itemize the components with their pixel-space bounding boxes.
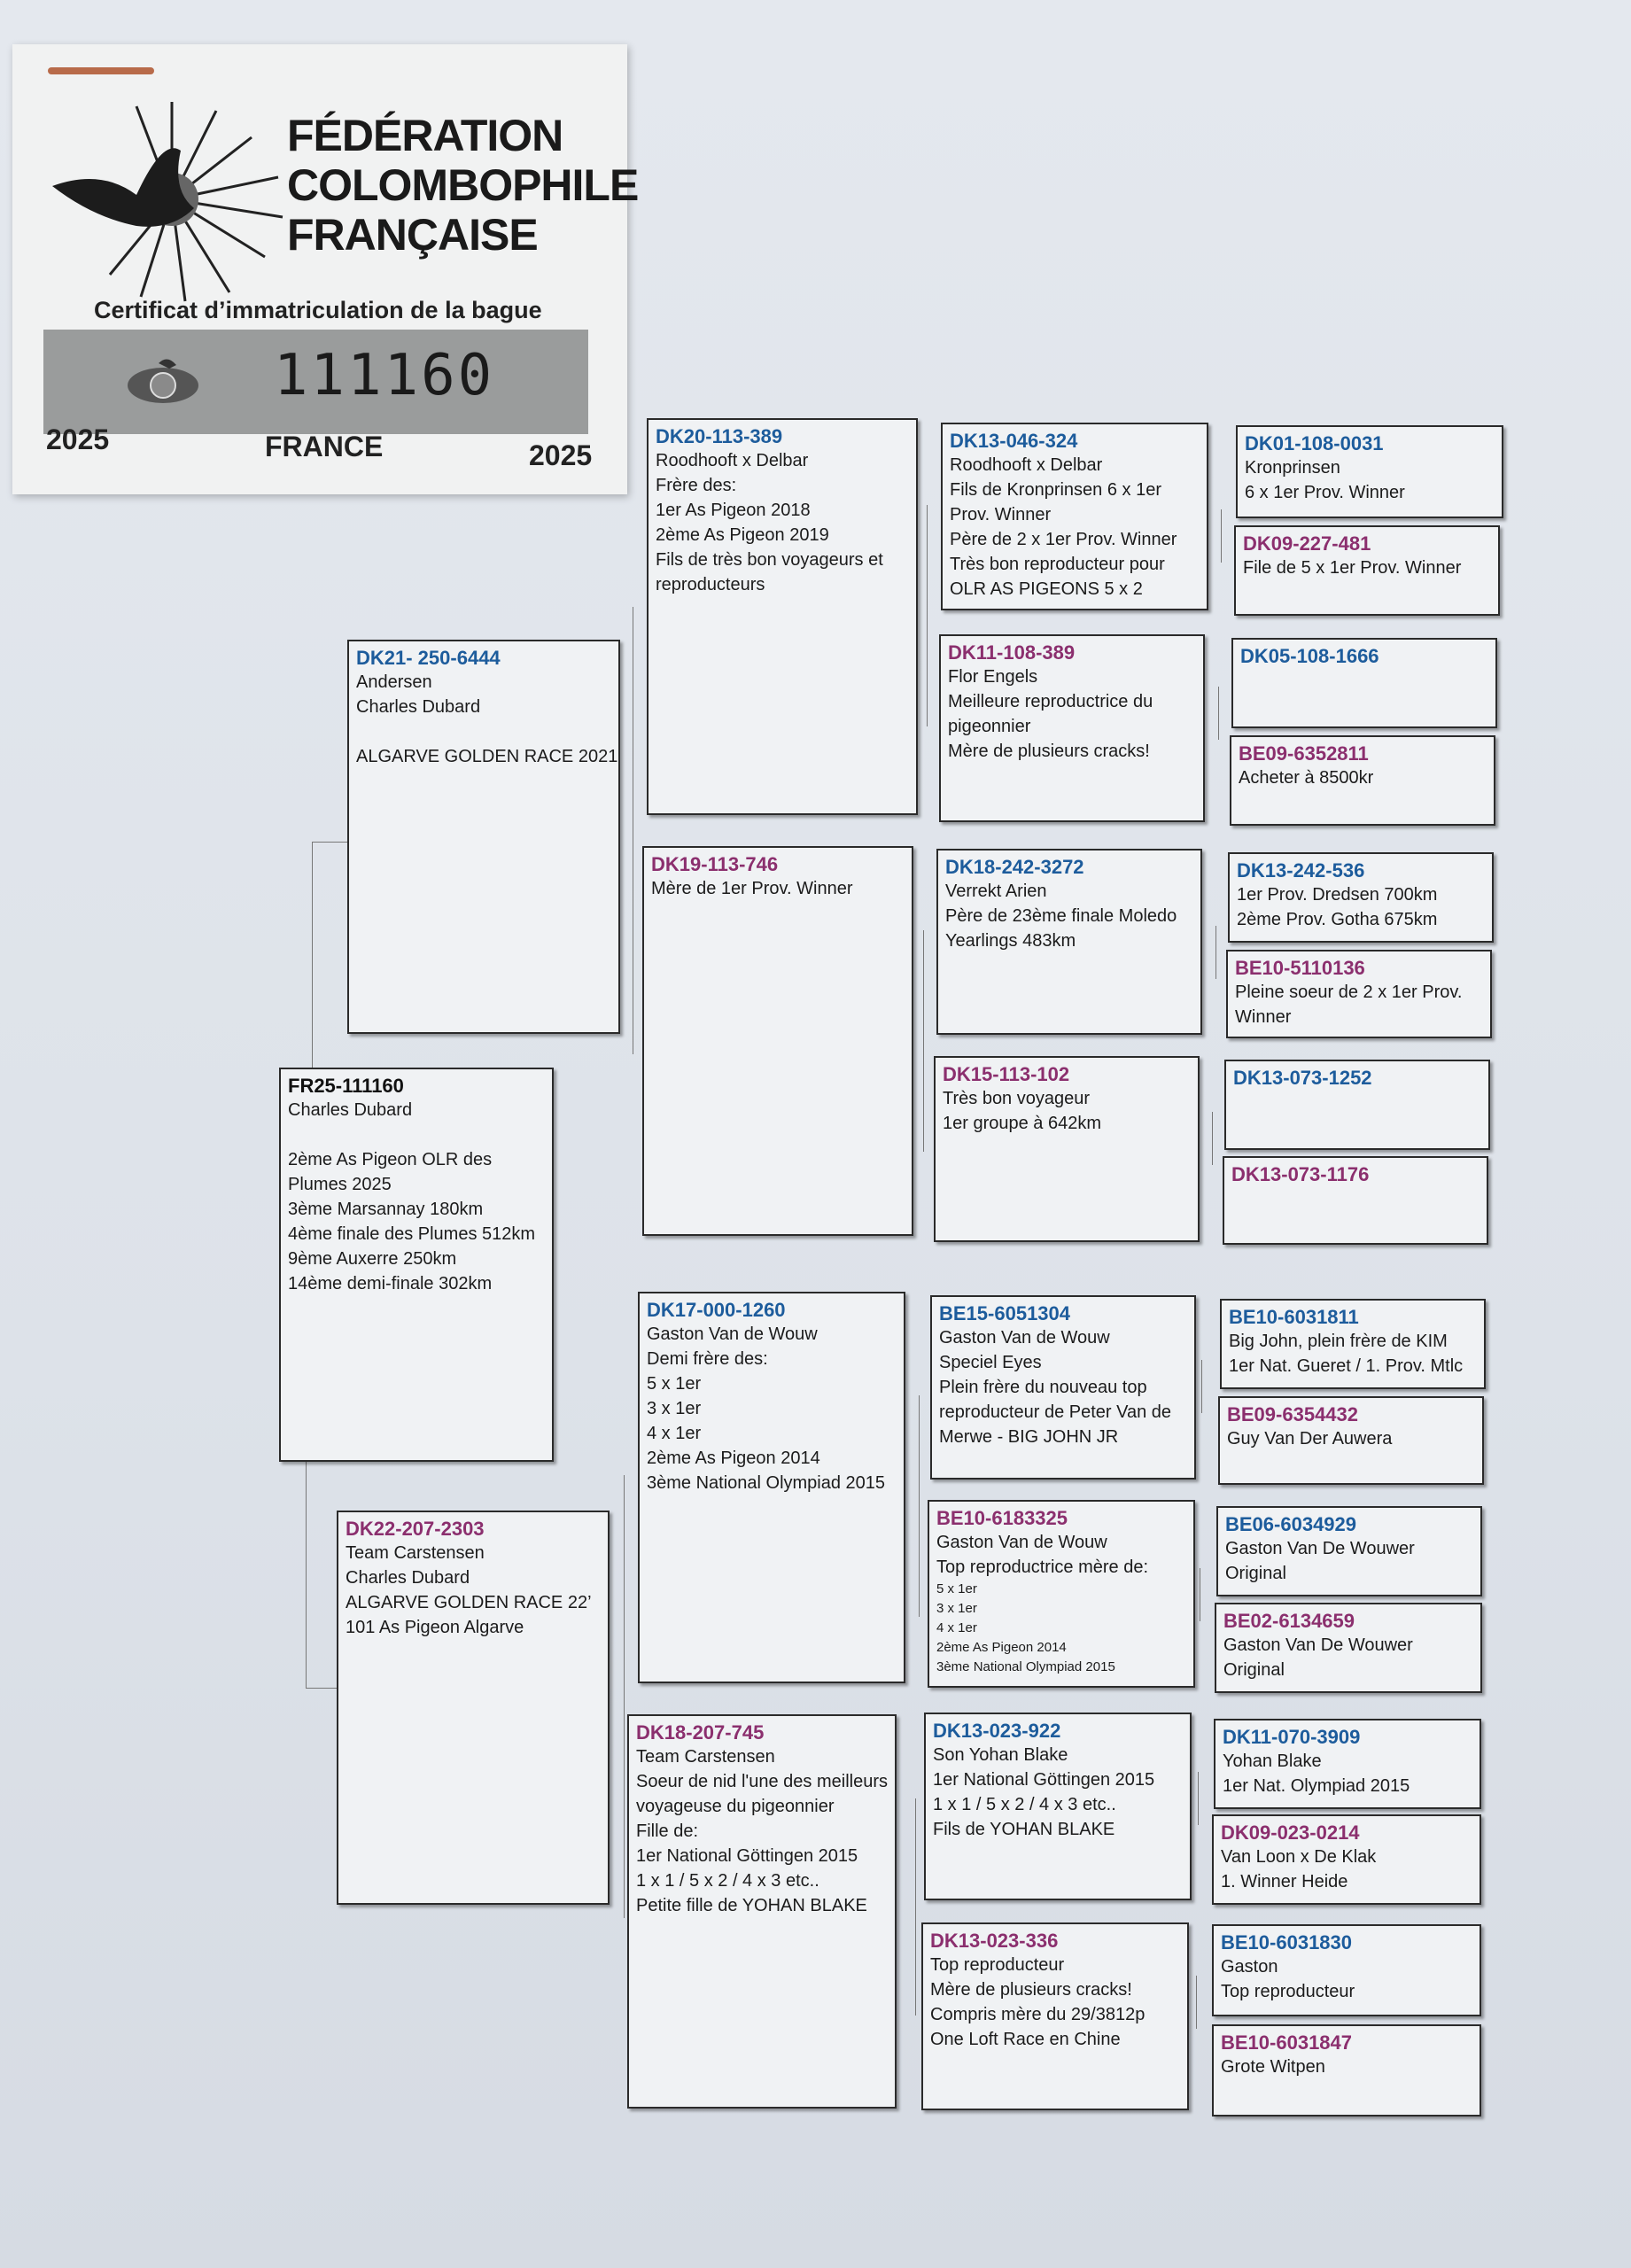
grandparent-line: 3ème National Olympiad 2015 bbox=[647, 1473, 886, 1493]
sire-card bbox=[347, 640, 620, 1034]
ggg-ring: BE10-6031847 bbox=[1221, 2031, 1353, 2054]
grandparent-ring: DK20-113-389 bbox=[656, 425, 783, 447]
great-grandparent-line: 3 x 1er bbox=[936, 1601, 977, 1616]
ggg-line: 2ème Prov. Gotha 675km bbox=[1237, 910, 1438, 929]
ggg-line: Gaston Van De Wouwer bbox=[1223, 1635, 1413, 1655]
ggg-ring: DK13-242-536 bbox=[1237, 859, 1365, 882]
great-grandparent-ring: DK13-023-336 bbox=[930, 1930, 1059, 1952]
great-grandparent-card bbox=[934, 1056, 1200, 1242]
dam-line: Team Carstensen bbox=[346, 1543, 485, 1563]
great-grandparent-ring: BE10-6183325 bbox=[936, 1507, 1068, 1529]
subject-line bbox=[288, 1122, 552, 1147]
grandparent-line: Mère de 1er Prov. Winner bbox=[651, 879, 853, 898]
ggg-line: Gaston bbox=[1221, 1957, 1278, 1977]
great-grandparent-line: Son Yohan Blake bbox=[933, 1745, 1068, 1765]
ggg-line: 6 x 1er Prov. Winner bbox=[1245, 483, 1405, 502]
great-grandparent-ring: DK15-113-102 bbox=[943, 1063, 1070, 1085]
great-grandparent-line: Fils de YOHAN BLAKE bbox=[933, 1820, 1115, 1839]
grandparent-line: 4 x 1er bbox=[647, 1424, 702, 1443]
ggg-card bbox=[1216, 1506, 1482, 1596]
great-grandparent-card bbox=[921, 1922, 1189, 2110]
ggg-line: 1er Prov. Dredsen 700km bbox=[1237, 885, 1438, 905]
ggg-card bbox=[1212, 1814, 1481, 1905]
grandparent-line: 1er As Pigeon 2018 bbox=[656, 501, 811, 520]
connector bbox=[1198, 1772, 1199, 1825]
grandparent-line: Team Carstensen bbox=[636, 1747, 775, 1767]
ggg-line: 1er Nat. Gueret / 1. Prov. Mtlc bbox=[1229, 1356, 1464, 1376]
great-grandparent-line: Fils de Kronprinsen 6 x 1er bbox=[950, 480, 1162, 500]
ggg-ring: BE10-6031830 bbox=[1221, 1931, 1353, 1953]
great-grandparent-line: Top reproductrice mère de: bbox=[936, 1557, 1149, 1577]
grandparent-ring: DK18-207-745 bbox=[636, 1721, 765, 1744]
grandparent-card bbox=[638, 1292, 905, 1683]
grandparent-ring: DK17-000-1260 bbox=[647, 1299, 786, 1321]
ggg-card bbox=[1220, 1299, 1486, 1389]
grandparent-line: 2ème As Pigeon 2019 bbox=[656, 525, 829, 545]
great-grandparent-line: Père de 2 x 1er Prov. Winner bbox=[950, 530, 1177, 549]
great-grandparent-ring: DK13-023-922 bbox=[933, 1720, 1061, 1742]
ggg-line: Original bbox=[1223, 1660, 1285, 1680]
dam-card bbox=[337, 1511, 610, 1905]
staple bbox=[48, 67, 154, 74]
ggg-ring: DK01-108-0031 bbox=[1245, 432, 1384, 454]
grandparent-card bbox=[627, 1714, 897, 2109]
grandparent-line: Fils de très bon voyageurs et bbox=[656, 550, 883, 570]
ggg-line: File de 5 x 1er Prov. Winner bbox=[1243, 558, 1462, 578]
ggg-ring: DK09-227-481 bbox=[1243, 532, 1371, 555]
great-grandparent-line: Meilleure reproductrice du bbox=[948, 692, 1153, 711]
year-left: 2025 bbox=[46, 423, 110, 455]
great-grandparent-line: Verrekt Arien bbox=[945, 882, 1047, 901]
ggg-ring: DK05-108-1666 bbox=[1240, 645, 1379, 667]
connector bbox=[624, 1475, 625, 1918]
country: FRANCE bbox=[265, 431, 384, 462]
great-grandparent-ring: DK13-046-324 bbox=[950, 430, 1078, 452]
subject-line: 3ème Marsannay 180km bbox=[288, 1200, 484, 1219]
ggg-ring: BE10-6031811 bbox=[1229, 1306, 1359, 1328]
sire-line bbox=[356, 719, 618, 744]
connector bbox=[915, 1798, 916, 2016]
ggg-card bbox=[1214, 1719, 1481, 1809]
grandparent-ring: DK19-113-746 bbox=[651, 853, 779, 875]
ggg-line: Grote Witpen bbox=[1221, 2057, 1325, 2077]
connector bbox=[923, 930, 924, 1152]
ggg-ring: DK13-073-1176 bbox=[1231, 1163, 1370, 1185]
great-grandparent-line: 2ème As Pigeon 2014 bbox=[936, 1640, 1067, 1655]
great-grandparent-card bbox=[936, 849, 1202, 1035]
subject-line: 14ème demi-finale 302km bbox=[288, 1274, 493, 1293]
great-grandparent-line: 4 x 1er bbox=[936, 1620, 977, 1635]
federation-line-1: FÉDÉRATION bbox=[287, 111, 563, 160]
grandparent-line: Frère des: bbox=[656, 476, 737, 495]
connector bbox=[306, 1462, 307, 1688]
ggg-line: 1er Nat. Olympiad 2015 bbox=[1223, 1776, 1410, 1796]
ggg-line: Guy Van Der Auwera bbox=[1227, 1429, 1393, 1449]
ring-certificate-card bbox=[12, 44, 639, 494]
ggg-ring: BE06-6034929 bbox=[1225, 1513, 1357, 1535]
great-grandparent-line: Yearlings 483km bbox=[945, 931, 1076, 951]
subject-line: Plumes 2025 bbox=[288, 1175, 392, 1194]
federation-name bbox=[287, 111, 639, 260]
ggg-card bbox=[1226, 950, 1492, 1038]
certificate-subtitle: Certificat d’immatriculation de la bague bbox=[94, 297, 542, 323]
great-grandparent-card bbox=[939, 634, 1205, 822]
ggg-line: Pleine soeur de 2 x 1er Prov. bbox=[1235, 983, 1463, 1002]
sire-line: Andersen bbox=[356, 672, 432, 692]
connector bbox=[1215, 926, 1216, 979]
grandparent-line: 1 x 1 / 5 x 2 / 4 x 3 etc.. bbox=[636, 1871, 819, 1891]
dam-line: Charles Dubard bbox=[346, 1568, 470, 1588]
dam-line: 101 As Pigeon Algarve bbox=[346, 1618, 524, 1637]
ggg-line: Original bbox=[1225, 1564, 1286, 1583]
great-grandparent-line: Très bon voyageur bbox=[943, 1089, 1091, 1108]
ggg-card bbox=[1212, 2024, 1481, 2117]
great-grandparent-line: Prov. Winner bbox=[950, 505, 1052, 524]
grandparent-card bbox=[642, 846, 913, 1236]
great-grandparent-line: 5 x 1er bbox=[936, 1581, 977, 1596]
grandparent-line: voyageuse du pigeonnier bbox=[636, 1797, 835, 1816]
ggg-ring: BE09-6352811 bbox=[1239, 742, 1369, 765]
ggg-line: Gaston Van De Wouwer bbox=[1225, 1539, 1415, 1558]
connector bbox=[312, 842, 347, 843]
grandparent-line: Gaston Van de Wouw bbox=[647, 1324, 818, 1344]
great-grandparent-line: 1er National Göttingen 2015 bbox=[933, 1770, 1155, 1790]
ggg-line: 1. Winner Heide bbox=[1221, 1872, 1348, 1891]
great-grandparent-line: 3ème National Olympiad 2015 bbox=[936, 1659, 1115, 1674]
ggg-ring: BE10-5110136 bbox=[1235, 957, 1365, 979]
ggg-card bbox=[1212, 1924, 1481, 2016]
grandparent-line: 5 x 1er bbox=[647, 1374, 702, 1394]
connector bbox=[1196, 1976, 1197, 2029]
ggg-card bbox=[1234, 525, 1500, 616]
grandparent-line: Petite fille de YOHAN BLAKE bbox=[636, 1896, 867, 1915]
grandparent-line: 2ème As Pigeon 2014 bbox=[647, 1449, 820, 1468]
ggg-line: Big John, plein frère de KIM bbox=[1229, 1332, 1448, 1351]
grandparent-card bbox=[647, 418, 918, 815]
great-grandparent-line: 1 x 1 / 5 x 2 / 4 x 3 etc.. bbox=[933, 1795, 1116, 1814]
great-grandparent-ring: BE15-6051304 bbox=[939, 1302, 1071, 1324]
connector bbox=[927, 505, 928, 726]
grandparent-line: Soeur de nid l'une des meilleurs bbox=[636, 1772, 888, 1791]
subject-pigeon-card bbox=[279, 1068, 554, 1462]
great-grandparent-line: Merwe - BIG JOHN JR bbox=[939, 1427, 1119, 1447]
ggg-card bbox=[1231, 638, 1497, 728]
connector bbox=[306, 1688, 337, 1689]
connector bbox=[1212, 1112, 1213, 1165]
great-grandparent-line: OLR AS PIGEONS 5 x 2 bbox=[950, 579, 1143, 599]
subject-line: 2ème As Pigeon OLR des bbox=[288, 1150, 493, 1169]
great-grandparent-line: Compris mère du 29/3812p bbox=[930, 2005, 1146, 2024]
fci-emblem-icon bbox=[123, 354, 203, 408]
grandparent-line: Demi frère des: bbox=[647, 1349, 768, 1369]
ggg-card bbox=[1223, 1156, 1488, 1245]
ggg-ring: DK09-023-0214 bbox=[1221, 1821, 1360, 1844]
subject-line: Charles Dubard bbox=[288, 1100, 413, 1120]
sire-line: ALGARVE GOLDEN RACE 2021 bbox=[356, 747, 618, 766]
sire-ring: DK21- 250-6444 bbox=[356, 647, 501, 669]
great-grandparent-line: Speciel Eyes bbox=[939, 1353, 1042, 1372]
ggg-card bbox=[1215, 1603, 1482, 1693]
ggg-ring: BE09-6354432 bbox=[1227, 1403, 1359, 1425]
great-grandparent-line: Gaston Van de Wouw bbox=[939, 1328, 1110, 1348]
great-grandparent-line: Roodhooft x Delbar bbox=[950, 455, 1103, 475]
subject-ring: FR25-111160 bbox=[288, 1075, 404, 1097]
great-grandparent-card bbox=[930, 1295, 1196, 1480]
grandparent-line: Roodhooft x Delbar bbox=[656, 451, 809, 470]
great-grandparent-line: pigeonnier bbox=[948, 717, 1031, 736]
ggg-line: Kronprinsen bbox=[1245, 458, 1340, 478]
great-grandparent-line: Mère de plusieurs cracks! bbox=[948, 742, 1150, 761]
federation-line-3: FRANÇAISE bbox=[287, 210, 538, 260]
grandparent-line: Fille de: bbox=[636, 1821, 699, 1841]
connector bbox=[1201, 1360, 1202, 1413]
grandparent-line: reproducteurs bbox=[656, 575, 765, 594]
ggg-ring: BE02-6134659 bbox=[1223, 1610, 1355, 1632]
ggg-ring: DK13-073-1252 bbox=[1233, 1067, 1372, 1089]
great-grandparent-line: 1er groupe à 642km bbox=[943, 1114, 1102, 1133]
grandparent-line: 3 x 1er bbox=[647, 1399, 702, 1418]
great-grandparent-line: Père de 23ème finale Moledo bbox=[945, 906, 1177, 926]
federation-line-2: COLOMBOPHILE bbox=[287, 160, 639, 210]
connector bbox=[1221, 509, 1222, 563]
ggg-line: Acheter à 8500kr bbox=[1239, 768, 1374, 788]
great-grandparent-line: Plein frère du nouveau top bbox=[939, 1378, 1147, 1397]
great-grandparent-ring: DK11-108-389 bbox=[948, 641, 1076, 664]
year-right: 2025 bbox=[529, 439, 593, 471]
dam-line: ALGARVE GOLDEN RACE 22’ bbox=[346, 1593, 592, 1612]
ggg-card bbox=[1224, 1060, 1490, 1150]
ggg-line: Yohan Blake bbox=[1223, 1751, 1322, 1771]
subject-line: 4ème finale des Plumes 512km bbox=[288, 1224, 536, 1244]
great-grandparent-line: Mère de plusieurs cracks! bbox=[930, 1980, 1132, 2000]
great-grandparent-line: Top reproducteur bbox=[930, 1955, 1065, 1975]
ggg-card bbox=[1230, 735, 1495, 826]
great-grandparent-line: reproducteur de Peter Van de bbox=[939, 1402, 1172, 1422]
sire-line: Charles Dubard bbox=[356, 697, 481, 717]
ggg-card bbox=[1228, 852, 1494, 943]
ggg-card bbox=[1218, 1396, 1484, 1485]
great-grandparent-line: One Loft Race en Chine bbox=[930, 2030, 1121, 2049]
connector bbox=[919, 1395, 920, 1617]
ggg-card bbox=[1236, 425, 1503, 518]
subject-line: 9ème Auxerre 250km bbox=[288, 1249, 457, 1269]
great-grandparent-ring: DK18-242-3272 bbox=[945, 856, 1084, 878]
connector bbox=[1218, 687, 1219, 740]
ggg-ring: DK11-070-3909 bbox=[1223, 1726, 1361, 1748]
great-grandparent-line: Gaston Van de Wouw bbox=[936, 1533, 1107, 1552]
great-grandparent-line: Flor Engels bbox=[948, 667, 1038, 687]
great-grandparent-card bbox=[928, 1500, 1195, 1688]
ggg-line: Winner bbox=[1235, 1007, 1292, 1027]
great-grandparent-line: Très bon reproducteur pour bbox=[950, 555, 1165, 574]
ring-number: 111160 bbox=[274, 343, 495, 408]
grandparent-line: 1er National Göttingen 2015 bbox=[636, 1846, 858, 1866]
ggg-line: Top reproducteur bbox=[1221, 1982, 1355, 2001]
connector bbox=[312, 842, 313, 1072]
great-grandparent-card bbox=[941, 423, 1208, 610]
great-grandparent-card bbox=[924, 1713, 1192, 1900]
pigeon-logo-icon bbox=[39, 84, 305, 315]
ggg-line: Van Loon x De Klak bbox=[1221, 1847, 1377, 1867]
dam-ring: DK22-207-2303 bbox=[346, 1518, 485, 1540]
